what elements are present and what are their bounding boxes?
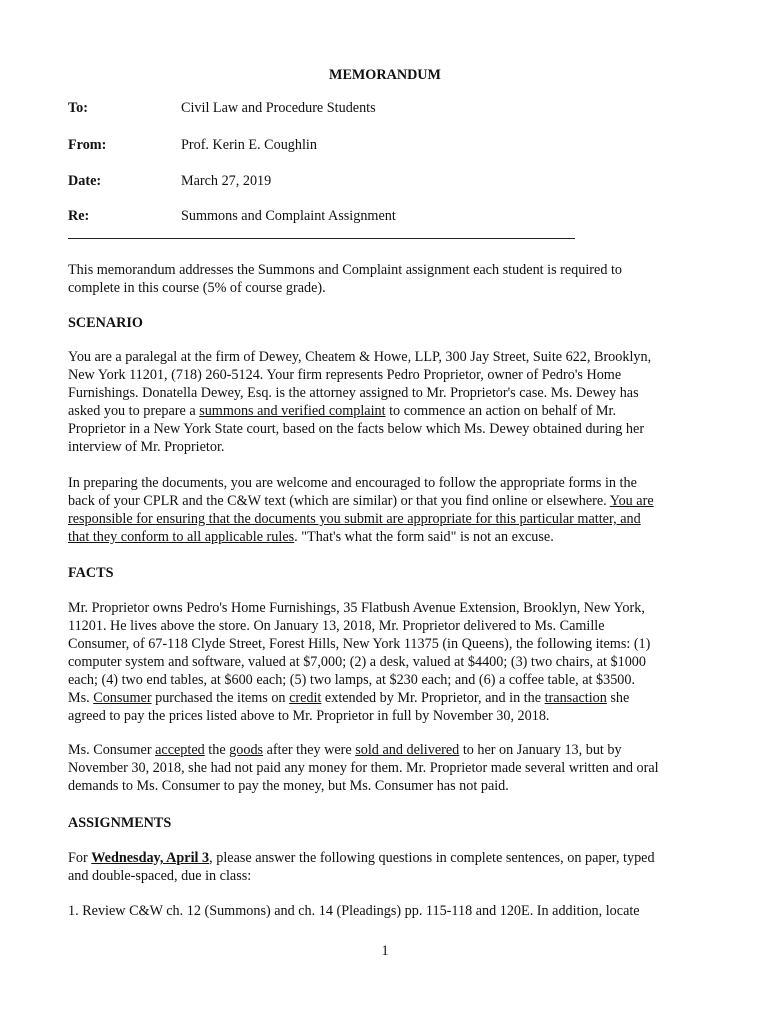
underlined-phrase: accepted xyxy=(155,742,205,758)
text-line xyxy=(68,528,708,546)
re-label: Re: xyxy=(68,208,90,224)
text-line xyxy=(68,741,708,759)
text-run: purchased the items on xyxy=(151,690,290,706)
date-value: March 27, 2019 xyxy=(181,173,272,189)
text-line: 11201. He lives above the store. On January 13, 2018, Mr. Proprietor delivered to Ms. Camille xyxy=(68,618,605,634)
text-line: demands to Ms. Consumer to pay the money, but Ms. Consumer has not paid. xyxy=(68,778,509,794)
text-line: Consumer, of 67-118 Clyde Street, Forest Hills, New York 11375 (in Queens), the following items: (1) xyxy=(68,636,651,652)
underlined-phrase: goods xyxy=(229,742,264,758)
text-run: she xyxy=(606,690,630,706)
text-run: asked you to prepare a xyxy=(68,403,200,419)
facts-heading: FACTS xyxy=(68,565,114,581)
text-line xyxy=(68,689,708,707)
text-run: For xyxy=(68,850,92,866)
page-number: 1 xyxy=(381,943,389,959)
text-run: the xyxy=(204,742,230,758)
header-divider xyxy=(68,238,575,239)
text-line: interview of Mr. Proprietor. xyxy=(68,439,225,455)
facts-paragraph-2 xyxy=(68,741,708,795)
underlined-phrase: Consumer xyxy=(93,690,152,706)
text-run: Ms. Consumer xyxy=(68,742,156,758)
text-line: Proprietor in a New York State court, based on the facts below which Ms. Dewey obtained during her xyxy=(68,421,645,437)
scenario-heading: SCENARIO xyxy=(68,315,143,331)
text-line: and double-spaced, due in class: xyxy=(68,868,252,884)
list-item: 1. Review C&W ch. 12 (Summons) and ch. 14 (Pleadings) pp. 115-118 and 120E. In addition, locate xyxy=(68,903,640,919)
scenario-paragraph-1 xyxy=(68,348,708,456)
memo-title: MEMORANDUM xyxy=(329,67,441,83)
assignments-paragraph xyxy=(68,849,708,885)
underlined-phrase: sold and delivered xyxy=(355,742,460,758)
text-line xyxy=(68,492,708,510)
text-line: New York 11201, (718) 260-5124. Your firm represents Pedro Proprietor, owner of Pedro's Home xyxy=(68,367,622,383)
from-value: Prof. Kerin E. Coughlin xyxy=(181,137,317,153)
text-run: Ms. xyxy=(68,690,94,706)
text-line: You are a paralegal at the firm of Dewey, Cheatem & Howe, LLP, 300 Jay Street, Suite 622, Brooklyn, xyxy=(68,349,652,365)
date-label: Date: xyxy=(68,173,102,189)
from-label: From: xyxy=(68,137,107,153)
text-run: extended by Mr. Proprietor, and in the xyxy=(321,690,545,706)
intro-paragraph xyxy=(68,261,708,297)
assignments-heading: ASSIGNMENTS xyxy=(68,815,172,831)
text-run: after they were xyxy=(263,742,356,758)
assignment-item-1 xyxy=(68,902,708,920)
text-line xyxy=(68,849,708,867)
underlined-phrase: that they conform to all applicable rules xyxy=(68,529,295,545)
text-line xyxy=(68,402,708,420)
text-run: to commence an action on behalf of Mr. xyxy=(385,403,617,419)
underlined-phrase: transaction xyxy=(544,690,607,706)
facts-paragraph-1 xyxy=(68,599,708,725)
intro-line: complete in this course (5% of course grade). xyxy=(68,280,326,296)
text-line: agreed to pay the prices listed above to Mr. Proprietor in full by November 30, 2018. xyxy=(68,708,550,724)
underlined-phrase: You are xyxy=(609,493,654,509)
intro-line: This memorandum addresses the Summons and Complaint assignment each student is required to xyxy=(68,262,623,278)
underlined-phrase: summons and verified complaint xyxy=(199,403,386,419)
underlined-phrase: credit xyxy=(289,690,322,706)
re-value: Summons and Complaint Assignment xyxy=(181,208,396,224)
text-run: . "That's what the form said" is not an excuse. xyxy=(294,529,554,545)
text-line: November 30, 2018, she had not paid any money for them. Mr. Proprietor made several written and oral xyxy=(68,760,659,776)
text-line: each; (4) two end tables, at $600 each; (5) two lamps, at $230 each; and (6) a coffee table, at $3500. xyxy=(68,672,636,688)
text-line: Furnishings. Donatella Dewey, Esq. is the attorney assigned to Mr. Proprietor's case. Ms. Dewey has xyxy=(68,385,639,401)
text-line: In preparing the documents, you are welcome and encouraged to follow the appropriate forms in the xyxy=(68,475,637,491)
to-value: Civil Law and Procedure Students xyxy=(181,100,376,116)
scenario-paragraph-2 xyxy=(68,474,708,546)
to-label: To: xyxy=(68,100,88,116)
due-date: Wednesday, April 3 xyxy=(91,850,210,866)
text-line: Mr. Proprietor owns Pedro's Home Furnishings, 35 Flatbush Avenue Extension, Brooklyn, New York, xyxy=(68,600,645,616)
text-run: , please answer the following questions in complete sentences, on paper, typed xyxy=(209,850,655,866)
text-run: to her on January 13, but by xyxy=(459,742,622,758)
text-line: computer system and software, valued at $7,000; (2) a desk, valued at $4400; (3) two chairs, at $1000 xyxy=(68,654,646,670)
text-run: back of your CPLR and the C&W text (which are similar) or that you find online or elsewhere. xyxy=(68,493,610,509)
underlined-line: responsible for ensuring that the documents you submit are appropriate for this particular matter, and xyxy=(68,511,641,527)
